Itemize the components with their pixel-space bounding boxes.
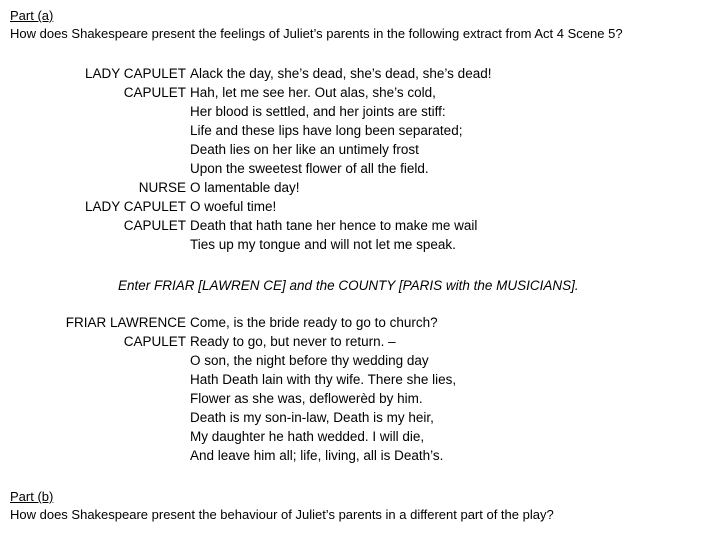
verse-line: Ready to go, but never to return. – <box>190 334 396 349</box>
verse-line: Ties up my tongue and will not let me speak. <box>190 237 456 252</box>
speaker: CAPULET <box>123 85 186 100</box>
speaker: LADY CAPULET <box>84 66 186 81</box>
verse-line: Her blood is settled, and her joints are stiff: <box>190 104 446 119</box>
extract-2-speakers <box>0 313 186 465</box>
verse-line: And leave him all; life, living, all is Death’s. <box>190 448 444 463</box>
verse-line: Come, is the bride ready to go to church? <box>190 315 438 330</box>
verse-line: My daughter he hath wedded. I will die, <box>190 429 425 444</box>
speaker: CAPULET <box>123 218 186 233</box>
verse-line: Flower as she was, deflowerèd by him. <box>190 391 423 406</box>
extract-2-lines <box>190 313 456 465</box>
verse-line: Death is my son-in-law, Death is my heir, <box>190 410 434 425</box>
part-b-question: How does Shakespeare present the behaviour of Juliet’s parents in a different part of the play? <box>10 507 554 522</box>
part-a-label: Part (a) <box>10 8 54 23</box>
verse-line: Death that hath tane her hence to make me wail <box>190 218 478 233</box>
verse-line: Alack the day, she’s dead, she’s dead, she’s dead! <box>190 66 492 81</box>
verse-line: Death lies on her like an untimely frost <box>190 142 419 157</box>
extract-1-lines <box>190 64 491 254</box>
verse-line: Life and these lips have long been separated; <box>190 123 463 138</box>
verse-line: Hath Death lain with thy wife. There she lies, <box>190 372 457 387</box>
verse-line: Upon the sweetest flower of all the field. <box>190 161 429 176</box>
speaker: FRIAR LAWRENCE <box>65 315 186 330</box>
part-a-question: How does Shakespeare present the feelings of Juliet’s parents in the following extract from Act 4 Scene 5? <box>10 26 623 41</box>
extract-1-speakers <box>0 64 186 254</box>
verse-line: Hah, let me see her. Out alas, she’s cold, <box>190 85 436 100</box>
verse-line: O woeful time! <box>190 199 277 214</box>
speaker: CAPULET <box>123 334 186 349</box>
verse-line: O lamentable day! <box>190 180 300 195</box>
stage-direction: Enter FRIAR [LAWREN CE] and the COUNTY [PARIS with the MUSICIANS]. <box>118 278 579 293</box>
part-b-label: Part (b) <box>10 489 54 504</box>
speaker: LADY CAPULET <box>84 199 186 214</box>
verse-line: O son, the night before thy wedding day <box>190 353 429 368</box>
speaker: NURSE <box>138 180 186 195</box>
